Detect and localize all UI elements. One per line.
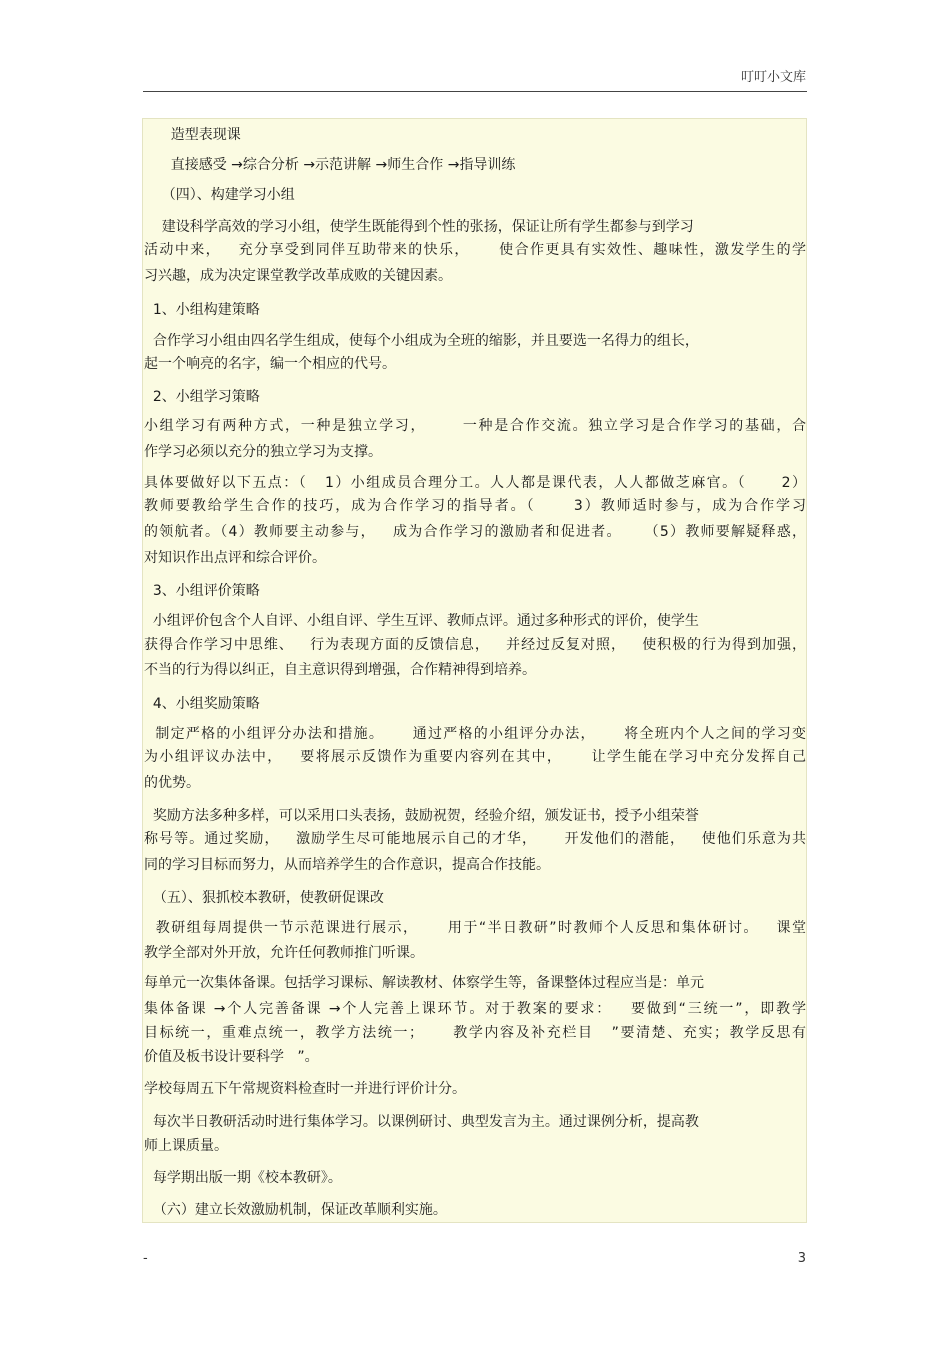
subsection-heading: 4、小组奖励策略 <box>144 696 260 712</box>
text-line: 价值及板书设计要科学 ”。 <box>144 1049 319 1065</box>
text-line: 教研组每周提供一节示范课进行展示， 用于“半日教研”时教师个人反思和集体研讨。 课堂 <box>144 920 806 936</box>
page-number: 3 <box>797 1251 806 1266</box>
text-line: 制定严格的小组评分办法和措施。 通过严格的小组评分办法， 将全班内个人之间的学习变 <box>144 726 806 742</box>
text-line: 每单元一次集体备课。包括学习课标、解读教材、体察学生等，备课整体过程应当是：单元 <box>144 975 704 991</box>
text-line: 小组评价包含个人自评、小组自评、学生互评、教师点评。通过多种形式的评价，使学生 <box>144 613 699 629</box>
section-heading: （六）建立长效激励机制，保证改革顺利实施。 <box>144 1202 447 1218</box>
text-line: 教学全部对外开放，允许任何教师推门听课。 <box>144 945 424 961</box>
header-divider <box>143 91 807 92</box>
text-line: 作学习必须以充分的独立学习为支撑。 <box>144 444 382 460</box>
text-line: 习兴趣，成为决定课堂教学改革成败的关键因素。 <box>144 268 452 284</box>
text-line: 对知识作出点评和综合评价。 <box>144 550 326 566</box>
subsection-heading: 3、小组评价策略 <box>144 583 260 599</box>
text-line: 教师要教给学生合作的技巧，成为合作学习的指导者。（ 3）教师适时参与，成为合作学习 <box>144 498 806 514</box>
text-line: 同的学习目标而努力，从而培养学生的合作意识，提高合作技能。 <box>144 857 550 873</box>
text-line: 起一个响亮的名字，编一个相应的代号。 <box>144 356 396 372</box>
text-line: 称号等。通过奖励， 激励学生尽可能地展示自己的才华， 开发他们的潜能， 使他们乐意为共 <box>144 831 806 847</box>
text-line: 具体要做好以下五点：（ 1）小组成员合理分工。人人都是课代表，人人都做芝麻官。（ 2） <box>144 475 806 491</box>
text-line: 集体备课 →个人完善备课 →个人完善上课环节。对于教案的要求： 要做到“三统一”，即教学 <box>144 1001 806 1017</box>
text-line: 造型表现课 <box>144 127 241 143</box>
text-line: 每学期出版一期《校本教研》。 <box>144 1170 342 1186</box>
text-line: 活动中来， 充分享受到同伴互助带来的快乐， 使合作更具有实效性、趣味性，激发学生的学 <box>144 242 806 258</box>
text-line: 每次半日教研活动时进行集体学习。以课例研讨、典型发言为主。通过课例分析，提高教 <box>144 1114 699 1130</box>
text-line: 不当的行为得以纠正，自主意识得到增强，合作精神得到培养。 <box>144 662 536 678</box>
text-line: 目标统一，重难点统一，教学方法统一； 教学内容及补充栏目 ”要清楚、充实；教学反思有 <box>144 1025 806 1041</box>
footer-mark: - <box>143 1251 148 1266</box>
text-line: 为小组评议办法中， 要将展示反馈作为重要内容列在其中， 让学生能在学习中充分发挥自己 <box>144 749 806 765</box>
text-line: 师上课质量。 <box>144 1138 228 1154</box>
text-line: 学校每周五下午常规资料检查时一并进行评价计分。 <box>144 1081 466 1097</box>
text-line: 获得合作学习中思维、 行为表现方面的反馈信息， 并经过反复对照， 使积极的行为得到加强， <box>144 637 806 653</box>
text-line: 合作学习小组由四名学生组成，使每个小组成为全班的缩影，并且要选一名得力的组长， <box>144 333 699 349</box>
text-line: 奖励方法多种多样，可以采用口头表扬，鼓励祝贺，经验介绍，颁发证书，授予小组荣誉 <box>144 808 699 824</box>
header-site-name: 叮叮小文库 <box>740 70 806 85</box>
section-heading: （五）、狠抓校本教研，使教研促课改 <box>144 890 384 906</box>
text-line: 的领航者。（4）教师要主动参与， 成为合作学习的激励者和促进者。 （5）教师要解疑释惑， <box>144 524 806 540</box>
text-line: 建设科学高效的学习小组，使学生既能得到个性的张扬，保证让所有学生都参与到学习 <box>144 219 694 235</box>
section-heading: （四）、构建学习小组 <box>144 187 295 203</box>
subsection-heading: 2、小组学习策略 <box>144 389 260 405</box>
text-line: 的优势。 <box>144 775 200 791</box>
text-line: 直接感受 →综合分析 →示范讲解 →师生合作 →指导训练 <box>144 157 516 173</box>
subsection-heading: 1、小组构建策略 <box>144 302 260 318</box>
text-line: 小组学习有两种方式，一种是独立学习， 一种是合作交流。独立学习是合作学习的基础，合 <box>144 418 806 434</box>
